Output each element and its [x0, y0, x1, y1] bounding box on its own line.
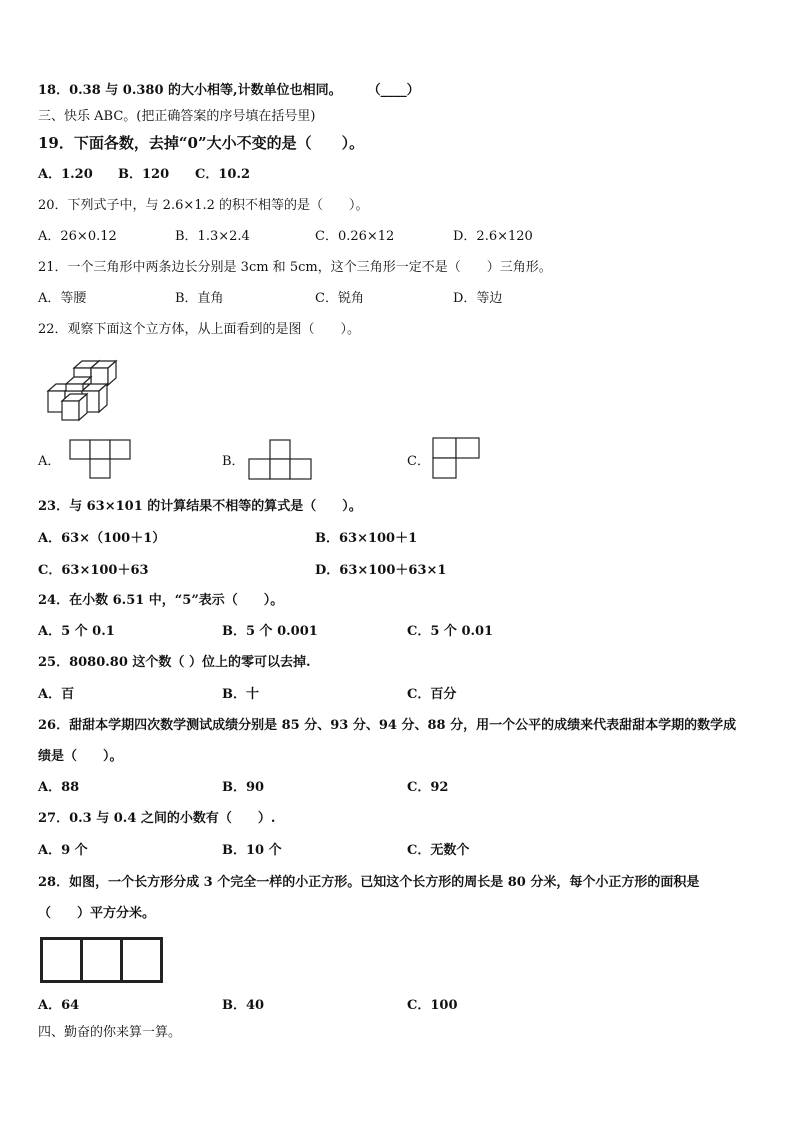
q23-option-a: A．63×（100＋1） [38, 531, 166, 546]
q27-option-a: A．9 个 [38, 843, 88, 858]
question-23-stem: 23．与 63×101 的计算结果不相等的算式是（ ）。 [38, 499, 362, 514]
question-26-stem-line2: 绩是（ ）。 [38, 749, 123, 764]
q19-option-a: A．1.20 [38, 167, 93, 182]
q20-option-c: C．0.26×12 [315, 229, 395, 244]
q21-option-c: C．锐角 [315, 291, 364, 306]
q20-option-b: B．1.3×2.4 [175, 229, 250, 244]
q27-option-c: C．无数个 [407, 843, 470, 858]
q28-option-a: A．64 [38, 998, 80, 1013]
q25-option-b: B．十 [222, 687, 259, 702]
q21-option-b: B．直角 [175, 291, 224, 306]
question-26-stem-line1: 26．甜甜本学期四次数学测试成绩分别是 85 分、93 分、94 分、88 分，用一个公平的成绩来代表甜甜本学期的数学成 [38, 718, 737, 733]
question-24-stem: 24．在小数 6.51 中，“5”表示（ ）。 [38, 593, 284, 608]
q22-figure-a [70, 440, 132, 480]
question-25-stem: 25．8080.80 这个数（ ）位上的零可以去掉. [38, 655, 311, 670]
cube-figure [44, 360, 124, 422]
q25-option-a: A．百 [38, 687, 75, 702]
question-18: 18．0.38 与 0.380 的大小相等,计数单位也相同。 （____） [38, 83, 420, 98]
section-3-heading: 三、快乐 ABC。(把正确答案的序号填在括号里) [38, 109, 316, 124]
question-21-stem: 21．一个三角形中两条边长分别是 3cm 和 5cm，这个三角形一定不是（ ）三角形。 [38, 260, 552, 275]
question-28-stem-line1: 28．如图，一个长方形分成 3 个完全一样的小正方形。已知这个长方形的周长是 80 分米，每个小正方形的面积是 [38, 875, 700, 890]
q27-option-b: B．10 个 [222, 843, 282, 858]
q20-option-d: D．2.6×120 [453, 229, 533, 244]
q24-option-b: B．5 个 0.001 [222, 624, 318, 639]
q21-option-a: A．等腰 [38, 291, 87, 306]
q24-option-c: C．5 个 0.01 [407, 624, 494, 639]
q20-option-a: A．26×0.12 [38, 229, 117, 244]
question-20-stem: 20．下列式子中，与 2.6×1.2 的积不相等的是（ ）。 [38, 198, 369, 213]
q23-option-c: C．63×100＋63 [38, 563, 149, 578]
q22-figure-b [249, 440, 312, 480]
q19-option-c: C．10.2 [195, 167, 251, 182]
q22-option-b: B． [222, 454, 245, 469]
q19-option-b: B．120 [118, 167, 170, 182]
q23-option-b: B．63×100＋1 [315, 531, 418, 546]
q26-option-b: B．90 [222, 780, 265, 795]
question-22-stem: 22．观察下面这个立方体，从上面看到的是图（ ）。 [38, 322, 361, 337]
q21-option-d: D．等边 [453, 291, 503, 306]
section-4-heading: 四、勤奋的你来算一算。 [38, 1025, 182, 1040]
question-27-stem: 27．0.3 与 0.4 之间的小数有（ ）. [38, 811, 276, 826]
q28-option-c: C．100 [407, 998, 458, 1013]
cube-back-right [91, 361, 116, 385]
q26-option-c: C．92 [407, 780, 449, 795]
question-28-stem-line2: （ ）平方分米。 [38, 906, 156, 921]
question-19-stem: 19．下面各数，去掉“0”大小不变的是（ ）。 [38, 134, 365, 152]
q22-option-a: A． [38, 454, 61, 469]
cube-front [62, 394, 87, 420]
q23-option-d: D．63×100＋63×1 [315, 563, 447, 578]
three-squares-rectangle-figure [40, 937, 164, 985]
q25-option-c: C．百分 [407, 687, 457, 702]
q24-option-a: A．5 个 0.1 [38, 624, 115, 639]
q28-option-b: B．40 [222, 998, 265, 1013]
q22-figure-c [433, 438, 481, 480]
q26-option-a: A．88 [38, 780, 80, 795]
q22-option-c: C． [407, 454, 430, 469]
